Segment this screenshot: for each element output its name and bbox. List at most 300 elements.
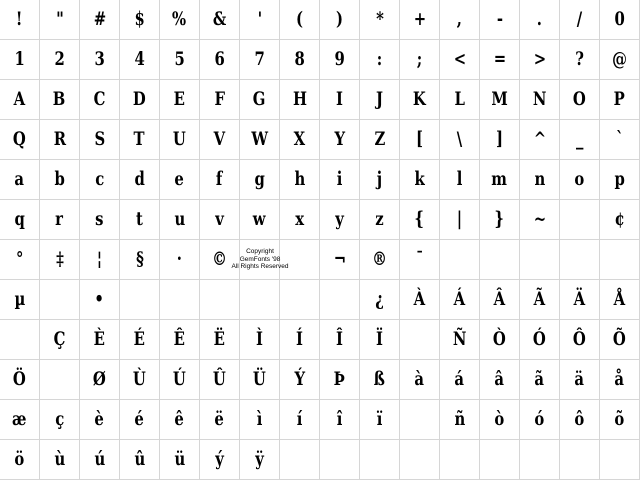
glyph: o [574,168,585,190]
glyph: < [453,48,466,70]
glyph: ö [14,448,25,470]
glyph-cell [240,0,280,40]
copyright-note [212,248,308,271]
glyph-cell [280,440,320,480]
glyph: ‡ [55,248,64,270]
glyph-cell [0,200,40,240]
glyph: î [336,408,343,430]
glyph-cell [480,320,520,360]
glyph: x [295,208,304,230]
glyph-cell [160,120,200,160]
glyph-cell [80,80,120,120]
glyph-cell [600,320,640,360]
glyph: È [93,328,106,350]
glyph: S [94,128,105,150]
glyph-cell [320,360,360,400]
glyph-cell [80,360,120,400]
glyph-cell [560,200,600,240]
glyph: n [534,168,545,190]
glyph-cell [120,400,160,440]
glyph-cell [80,0,120,40]
glyph-cell [360,400,400,440]
glyph: Q [13,128,26,150]
glyph: 6 [214,48,225,70]
glyph-cell [400,0,440,40]
glyph: Þ [333,368,346,390]
glyph: ú [94,448,105,470]
glyph: m [491,168,508,190]
glyph: U [173,128,186,150]
glyph: ü [174,448,185,470]
glyph-cell [240,120,280,160]
glyph: / [576,8,583,30]
glyph-cell [320,200,360,240]
glyph-cell [360,0,400,40]
glyph-cell [320,120,360,160]
glyph: O [573,88,586,110]
glyph-cell [40,120,80,160]
glyph-cell [40,80,80,120]
glyph: Ù [133,368,146,390]
glyph: c [94,168,105,190]
glyph-cell [200,320,240,360]
glyph: Á [453,288,466,310]
glyph: Z [374,128,385,150]
glyph: i [336,168,343,190]
glyph: V [213,128,226,150]
glyph-cell [0,360,40,400]
glyph-cell [440,40,480,80]
glyph-cell [600,440,640,480]
glyph-cell [400,240,440,280]
glyph-cell [360,200,400,240]
glyph-cell [280,200,320,240]
glyph-cell [520,80,560,120]
glyph: Ë [213,328,226,350]
glyph-cell [160,280,200,320]
glyph-cell [440,360,480,400]
glyph-cell [480,400,520,440]
glyph-cell [600,0,640,40]
glyph-cell [200,0,240,40]
glyph-cell [400,400,440,440]
glyph: G [253,88,266,110]
glyph-cell [0,0,40,40]
glyph-cell [480,280,520,320]
glyph-cell [200,280,240,320]
glyph-cell [360,280,400,320]
glyph-cell [120,120,160,160]
glyph-cell [360,240,400,280]
glyph: + [413,8,426,30]
glyph-cell [200,120,240,160]
glyph-cell [600,280,640,320]
glyph: ! [16,8,23,30]
glyph: * [375,8,384,30]
glyph: Ò [493,328,506,350]
glyph-cell [560,360,600,400]
glyph: ` [615,128,624,150]
glyph: | [456,208,463,230]
glyph: Ï [376,328,383,350]
glyph: . [536,8,543,30]
glyph-cell [280,320,320,360]
glyph: ê [174,408,185,430]
glyph-cell [200,400,240,440]
glyph-cell [240,360,280,400]
glyph: ÿ [255,448,264,470]
glyph: É [133,328,146,350]
glyph: Ö [13,368,26,390]
glyph-cell [0,280,40,320]
glyph-cell [520,440,560,480]
glyph-cell [360,40,400,80]
glyph-cell [400,80,440,120]
glyph-cell [400,200,440,240]
glyph: l [456,168,463,190]
glyph-cell [80,120,120,160]
glyph-cell [240,200,280,240]
glyph-cell [120,280,160,320]
glyph: R [53,128,66,150]
glyph: û [134,448,145,470]
glyph-cell [240,80,280,120]
glyph: u [174,208,185,230]
glyph-cell [440,80,480,120]
glyph: L [454,88,465,110]
glyph-cell [160,320,200,360]
glyph: j [376,168,383,190]
glyph: 0 [614,8,625,30]
glyph-cell [320,0,360,40]
glyph: ì [256,408,263,430]
glyph-cell [0,240,40,280]
glyph-cell [160,440,200,480]
glyph-cell [480,0,520,40]
glyph-cell [520,360,560,400]
glyph: w [253,208,266,230]
glyph: A [13,88,26,110]
glyph: Ñ [452,328,467,350]
glyph-cell [600,80,640,120]
glyph: Ø [93,368,106,390]
glyph: 7 [254,48,265,70]
copyright-line-2: GemFonts '98 [239,255,281,263]
glyph-cell [480,160,520,200]
glyph: õ [614,408,625,430]
glyph-cell [480,120,520,160]
glyph: b [54,168,65,190]
glyph: ç [54,408,65,430]
glyph-cell [320,440,360,480]
glyph-cell [520,240,560,280]
glyph-cell [560,320,600,360]
glyph: Ê [173,328,186,350]
glyph-cell [480,80,520,120]
glyph-cell [520,320,560,360]
glyph: 2 [54,48,65,70]
glyph-cell [40,320,80,360]
glyph-cell [400,40,440,80]
glyph-cell [120,200,160,240]
glyph: ó [534,408,545,430]
glyph-cell [40,240,80,280]
glyph: ® [372,248,387,270]
glyph-cell [160,200,200,240]
glyph: Y [334,128,345,150]
glyph-cell [600,40,640,80]
glyph-cell [40,160,80,200]
glyph-cell [360,320,400,360]
glyph-cell [80,160,120,200]
glyph: r [55,208,64,230]
glyph: ¯ [415,248,424,270]
glyph: > [533,48,546,70]
glyph-cell [240,40,280,80]
glyph-cell [240,320,280,360]
glyph-cell [480,240,520,280]
glyph-cell [360,80,400,120]
glyph-cell [560,80,600,120]
glyph-cell [200,40,240,80]
glyph-cell [560,280,600,320]
glyph: h [294,168,305,190]
glyph: è [94,408,105,430]
glyph-cell [600,240,640,280]
glyph: a [14,168,25,190]
glyph: Ú [173,368,186,390]
glyph: Ã [533,288,546,310]
glyph-cell [320,80,360,120]
glyph: M [491,88,508,110]
glyph-cell [400,280,440,320]
glyph-cell [280,0,320,40]
glyph: T [133,128,146,150]
glyph-cell [160,160,200,200]
glyph-cell [120,360,160,400]
glyph: ] [495,128,504,150]
glyph-cell [600,400,640,440]
glyph-cell [160,400,200,440]
glyph: y [335,208,344,230]
glyph: : [376,48,383,70]
glyph: Ç [53,328,66,350]
glyph-cell [480,200,520,240]
glyph-cell [40,0,80,40]
glyph: Å [613,288,626,310]
glyph-cell [40,280,80,320]
glyph-cell [40,440,80,480]
glyph: ¦ [96,248,103,270]
glyph-cell [320,240,360,280]
glyph-cell [280,80,320,120]
glyph-cell [80,320,120,360]
glyph: k [414,168,425,190]
glyph: d [134,168,145,190]
glyph: ° [15,248,24,270]
glyph-cell [520,120,560,160]
glyph-cell [200,160,240,200]
glyph: ¿ [375,288,384,310]
glyph-cell [0,320,40,360]
glyph-cell [360,440,400,480]
glyph: ß [373,368,386,390]
glyph: ï [376,408,383,430]
glyph-cell [280,160,320,200]
glyph: Õ [613,328,626,350]
glyph-cell [520,40,560,80]
glyph: - [496,8,503,30]
glyph: f [216,168,223,190]
glyph-cell [40,360,80,400]
glyph: E [173,88,186,110]
glyph: @ [612,48,627,70]
glyph: Ä [573,288,586,310]
glyph-cell [520,280,560,320]
glyph-cell [120,440,160,480]
glyph: & [212,8,227,30]
glyph-cell [160,80,200,120]
glyph: J [375,88,384,110]
glyph: å [614,368,625,390]
glyph: Â [493,288,506,310]
glyph: X [293,128,306,150]
glyph-cell [0,400,40,440]
glyph: # [93,8,106,30]
glyph-cell [280,360,320,400]
glyph: § [135,248,144,270]
glyph-cell [240,160,280,200]
glyph-cell [520,400,560,440]
glyph-cell [600,120,640,160]
glyph-cell [120,0,160,40]
glyph-cell [80,40,120,80]
glyph-cell [0,160,40,200]
glyph-cell [0,120,40,160]
glyph: ¬ [333,248,346,270]
glyph: s [95,208,104,230]
glyph: Ó [533,328,546,350]
glyph: ) [335,8,344,30]
glyph-cell [560,0,600,40]
glyph-cell [0,80,40,120]
glyph-cell [80,400,120,440]
glyph: q [14,208,25,230]
glyph-cell [560,240,600,280]
glyph-cell [320,280,360,320]
glyph: [ [415,128,424,150]
glyph-cell [80,240,120,280]
glyph-cell [320,160,360,200]
glyph-cell [560,160,600,200]
glyph: Í [296,328,303,350]
glyph-cell [480,360,520,400]
glyph: ? [575,48,584,70]
glyph-cell [400,320,440,360]
glyph: P [613,88,626,110]
glyph: I [336,88,343,110]
glyph-cell [200,80,240,120]
glyph-cell [240,280,280,320]
glyph-cell [280,120,320,160]
glyph: ò [494,408,505,430]
glyph-cell [400,440,440,480]
glyph: ~ [533,208,546,230]
glyph-cell [360,160,400,200]
copyright-line-3: All Rights Reserved [231,263,289,270]
glyph: ý [215,448,224,470]
glyph: 8 [294,48,305,70]
glyph: ' [257,8,262,30]
glyph: ô [574,408,585,430]
glyph: Ì [256,328,263,350]
glyph-cell [480,40,520,80]
glyph: ; [416,48,423,70]
glyph: z [375,208,384,230]
glyph-cell [0,40,40,80]
glyph-cell [160,240,200,280]
glyph-cell [520,200,560,240]
glyph: W [251,128,268,150]
glyph-cell [80,200,120,240]
glyph-cell [520,0,560,40]
glyph-cell [400,120,440,160]
glyph-cell [440,0,480,40]
glyph-cell [440,120,480,160]
glyph: æ [12,408,27,430]
glyph-cell [120,240,160,280]
glyph-cell [480,440,520,480]
glyph-cell [600,360,640,400]
glyph-cell [120,320,160,360]
glyph: ^ [533,128,546,150]
glyph: · [176,248,183,270]
glyph: N [532,88,547,110]
glyph: \ [456,128,463,150]
glyph: D [133,88,146,110]
glyph: À [413,288,426,310]
glyph-cell [440,320,480,360]
glyph: â [494,368,505,390]
glyph-cell [440,280,480,320]
glyph-cell [40,200,80,240]
glyph-cell [560,400,600,440]
glyph-cell [600,160,640,200]
glyph-cell [320,320,360,360]
glyph: á [454,368,465,390]
glyph-cell [440,240,480,280]
glyph-cell [120,40,160,80]
glyph-cell [400,360,440,400]
glyph: e [174,168,185,190]
glyph: ñ [454,408,465,430]
glyph-cell [80,280,120,320]
glyph: ë [214,408,225,430]
glyph-cell [320,40,360,80]
glyph-cell [200,200,240,240]
copyright-line-1: Copyright [246,248,274,255]
glyph: í [296,408,303,430]
glyph-cell [120,80,160,120]
glyph-cell [280,280,320,320]
glyph: 4 [134,48,145,70]
glyph: Ý [294,368,305,390]
glyph: ä [574,368,585,390]
glyph: , [456,8,463,30]
glyph-cell [400,160,440,200]
glyph-cell [360,360,400,400]
glyph-cell [440,200,480,240]
